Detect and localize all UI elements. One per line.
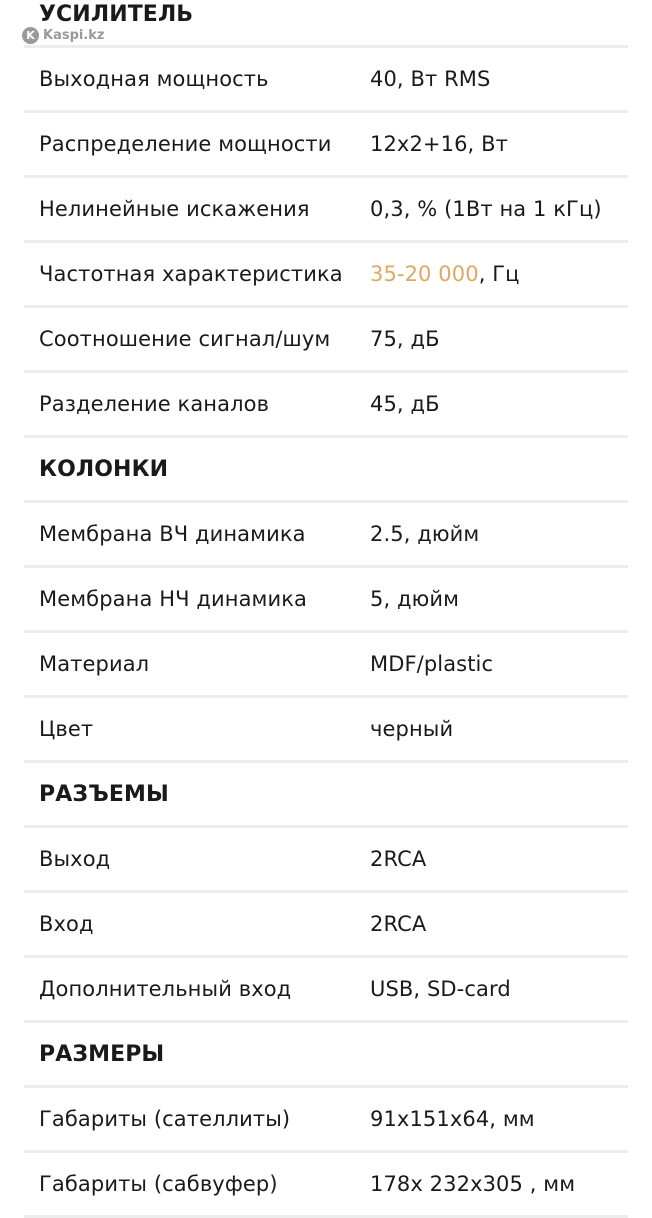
section-title: РАЗЪЕМЫ	[39, 781, 169, 807]
spec-value: 12x2+16, Вт	[370, 132, 508, 156]
spec-value: 2.5, дюйм	[370, 522, 480, 546]
spec-key: Цвет	[39, 717, 94, 741]
spec-row	[24, 243, 628, 308]
spec-row	[24, 893, 628, 958]
spec-row	[24, 698, 628, 763]
spec-value-unit: , Гц	[478, 262, 520, 286]
spec-value: 5, дюйм	[370, 587, 460, 611]
spec-value: USB, SD-card	[370, 977, 511, 1001]
spec-value: 0,3, % (1Вт на 1 кГц)	[370, 197, 602, 221]
spec-row	[24, 373, 628, 438]
kaspi-logo-icon: K	[22, 27, 39, 44]
section-header-speakers	[24, 438, 628, 503]
section-header-connectors	[24, 763, 628, 828]
section-title: РАЗМЕРЫ	[39, 1041, 165, 1067]
section-title: УСИЛИТЕЛЬ	[39, 1, 194, 27]
spec-row	[24, 48, 628, 113]
spec-value: черный	[370, 717, 454, 741]
spec-value	[370, 262, 520, 286]
spec-key: Мембрана ВЧ динамика	[39, 522, 306, 546]
watermark-text: Kaspi.kz	[43, 28, 105, 43]
spec-row	[24, 113, 628, 178]
spec-key: Дополнительный вход	[39, 977, 292, 1001]
spec-value: 2RCA	[370, 912, 427, 936]
spec-key: Выход	[39, 847, 111, 871]
spec-value: 75, дБ	[370, 327, 440, 351]
specs-table	[24, 0, 628, 1218]
spec-value: 40, Вт RMS	[370, 67, 491, 91]
spec-key: Мембрана НЧ динамика	[39, 587, 307, 611]
spec-value: 45, дБ	[370, 392, 440, 416]
spec-row	[24, 1153, 628, 1218]
spec-key: Габариты (сабвуфер)	[39, 1172, 278, 1196]
spec-key: Выходная мощность	[39, 67, 269, 91]
spec-value: MDF/plastic	[370, 652, 494, 676]
spec-row	[24, 828, 628, 893]
section-title: КОЛОНКИ	[39, 456, 169, 482]
spec-row	[24, 178, 628, 243]
spec-row	[24, 308, 628, 373]
spec-row	[24, 568, 628, 633]
spec-key: Разделение каналов	[39, 392, 270, 416]
section-header-dimensions	[24, 1023, 628, 1088]
spec-row	[24, 633, 628, 698]
spec-row	[24, 1088, 628, 1153]
frequency-range-link[interactable]: 35-20 000	[370, 262, 479, 286]
spec-key: Нелинейные искажения	[39, 197, 310, 221]
spec-key: Частотная характеристика	[39, 262, 343, 286]
kaspi-watermark	[20, 27, 107, 44]
spec-key: Материал	[39, 652, 150, 676]
spec-key: Распределение мощности	[39, 132, 332, 156]
spec-key: Вход	[39, 912, 94, 936]
spec-value: 91x151x64, мм	[370, 1107, 535, 1131]
spec-row	[24, 503, 628, 568]
spec-row	[24, 958, 628, 1023]
spec-value: 178x 232x305 , мм	[370, 1172, 576, 1196]
spec-key: Соотношение сигнал/шум	[39, 327, 331, 351]
section-header-amplifier	[24, 0, 628, 48]
spec-value: 2RCA	[370, 847, 427, 871]
spec-key: Габариты (сателлиты)	[39, 1107, 291, 1131]
